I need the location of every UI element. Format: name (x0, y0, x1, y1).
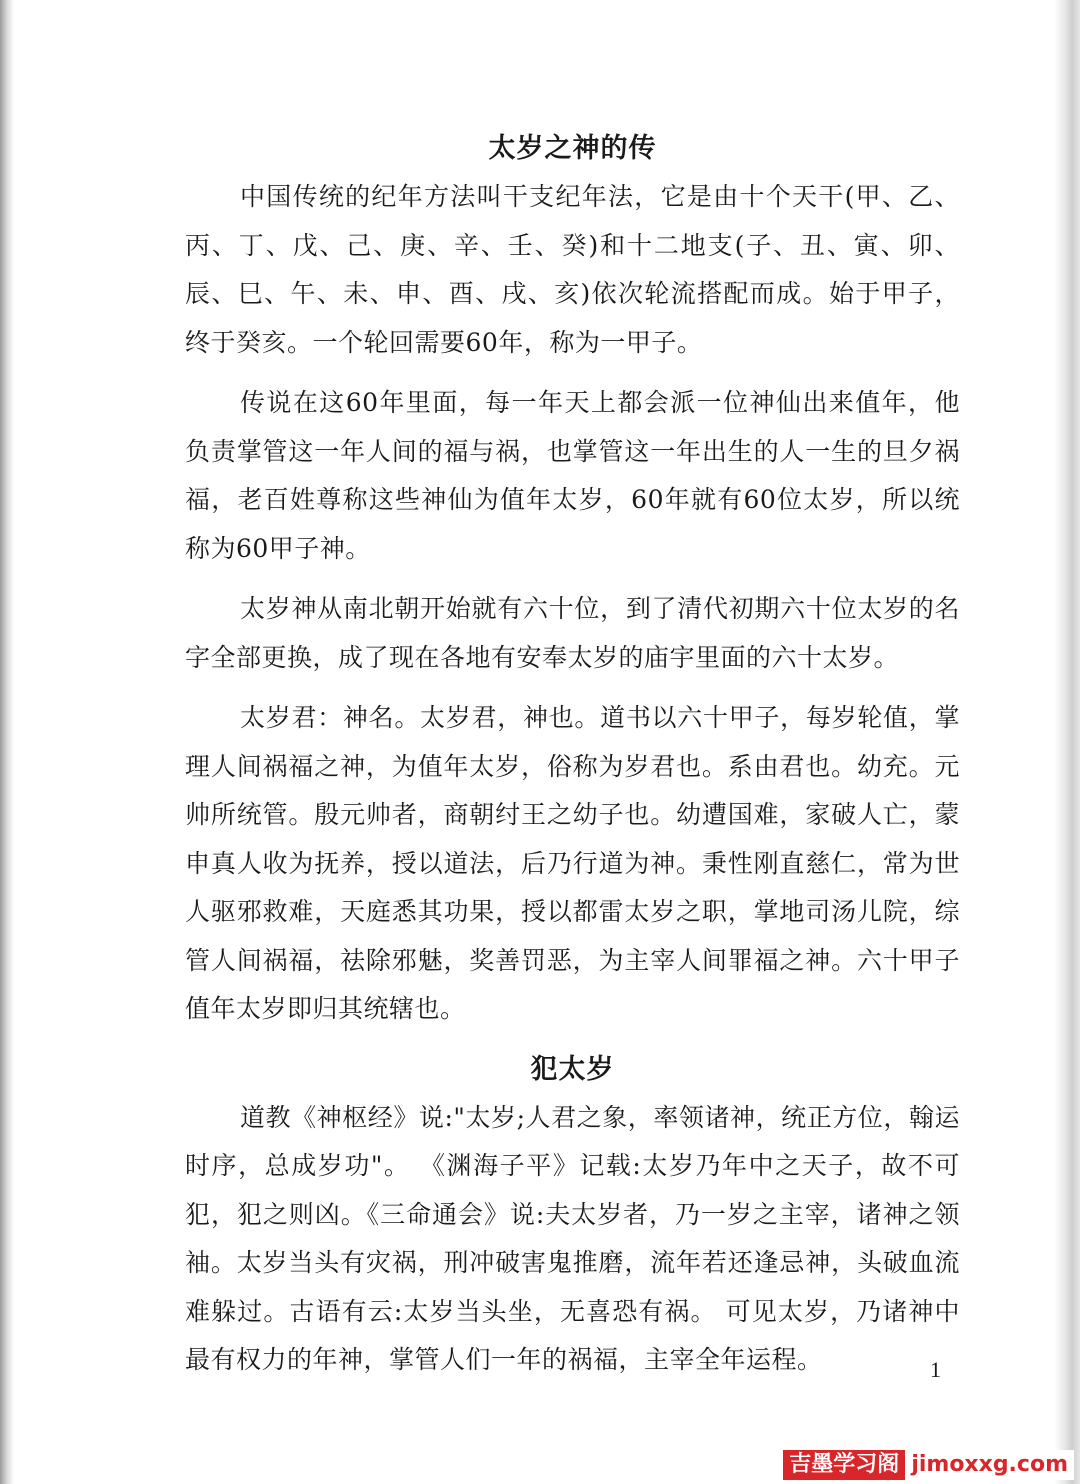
paragraph: 中国传统的纪年方法叫干支纪年法，它是由十个天干(甲、乙、丙、丁、戊、己、庚、辛、壬、癸)和十二地支(子、丑、寅、卯、辰、巳、午、未、申、酉、戌、亥)依次轮流搭配而成。始于甲子，终于癸亥。一个轮回需要60年，称为一甲子。 (185, 182, 960, 357)
section-taisui-god (185, 125, 960, 1034)
paragraph: 传说在这60年里面，每一年天上都会派一位神仙出来值年，他负责掌管这一年人间的福与祸，也掌管这一年出生的人一生的旦夕祸福，老百姓尊称这些神仙为值年太岁，60年就有60位太岁，所以统称为60甲子神。 (185, 388, 960, 563)
scan-shadow-left (0, 0, 14, 1484)
section-fan-taisui (185, 1046, 960, 1385)
watermark (783, 1450, 1074, 1480)
watermark-url: jimoxxg.com (905, 1450, 1074, 1480)
paragraph: 太岁神从南北朝开始就有六十位，到了清代初期六十位太岁的名字全部更换，成了现在各地有安奉太岁的庙宇里面的六十太岁。 (185, 594, 960, 672)
paragraph: 太岁君：神名。太岁君，神也。道书以六十甲子，每岁轮值，掌理人间祸福之神，为值年太岁，俗称为岁君也。系由君也。幼充。元帅所统管。殷元帅者，商朝纣王之幼子也。幼遭国难，家破人亡，蒙申真人收为抚养，授以道法，后乃行道为神。秉性刚直慈仁，常为世人驱邪救难，天庭悉其功果，授以都雷太岁之职，掌地司汤儿院，综管人间祸福，祛除邪魅，奖善罚恶，为主宰人间罪福之神。六十甲子值年太岁即归其统辖也。 (185, 703, 960, 1023)
watermark-cn-text: 吉墨学习阁 (783, 1450, 905, 1480)
page-number: 1 (930, 1357, 941, 1382)
section-heading: 犯太岁 (530, 1053, 615, 1085)
paragraph: 道教《神枢经》说:"太岁;人君之象，率领诸神，统正方位，翰运时序，总成岁功"。 《渊海子平》记载:太岁乃年中之天子，故不可犯，犯之则凶。《三命通会》说:夫太岁者，乃一岁之主宰，诸神之领袖。太岁当头有灾祸，刑冲破害鬼推磨，流年若还逢忌神，头破血流难躲过。古语有云:太岁当头坐，无喜恐有祸。 可见太岁，乃诸神中最有权力的年神，掌管人们一年的祸福，主宰全年运程。 (185, 1102, 960, 1374)
document-page (185, 125, 960, 1397)
scan-edge-right (1054, 0, 1080, 1484)
section-heading: 太岁之神的传 (488, 133, 657, 164)
